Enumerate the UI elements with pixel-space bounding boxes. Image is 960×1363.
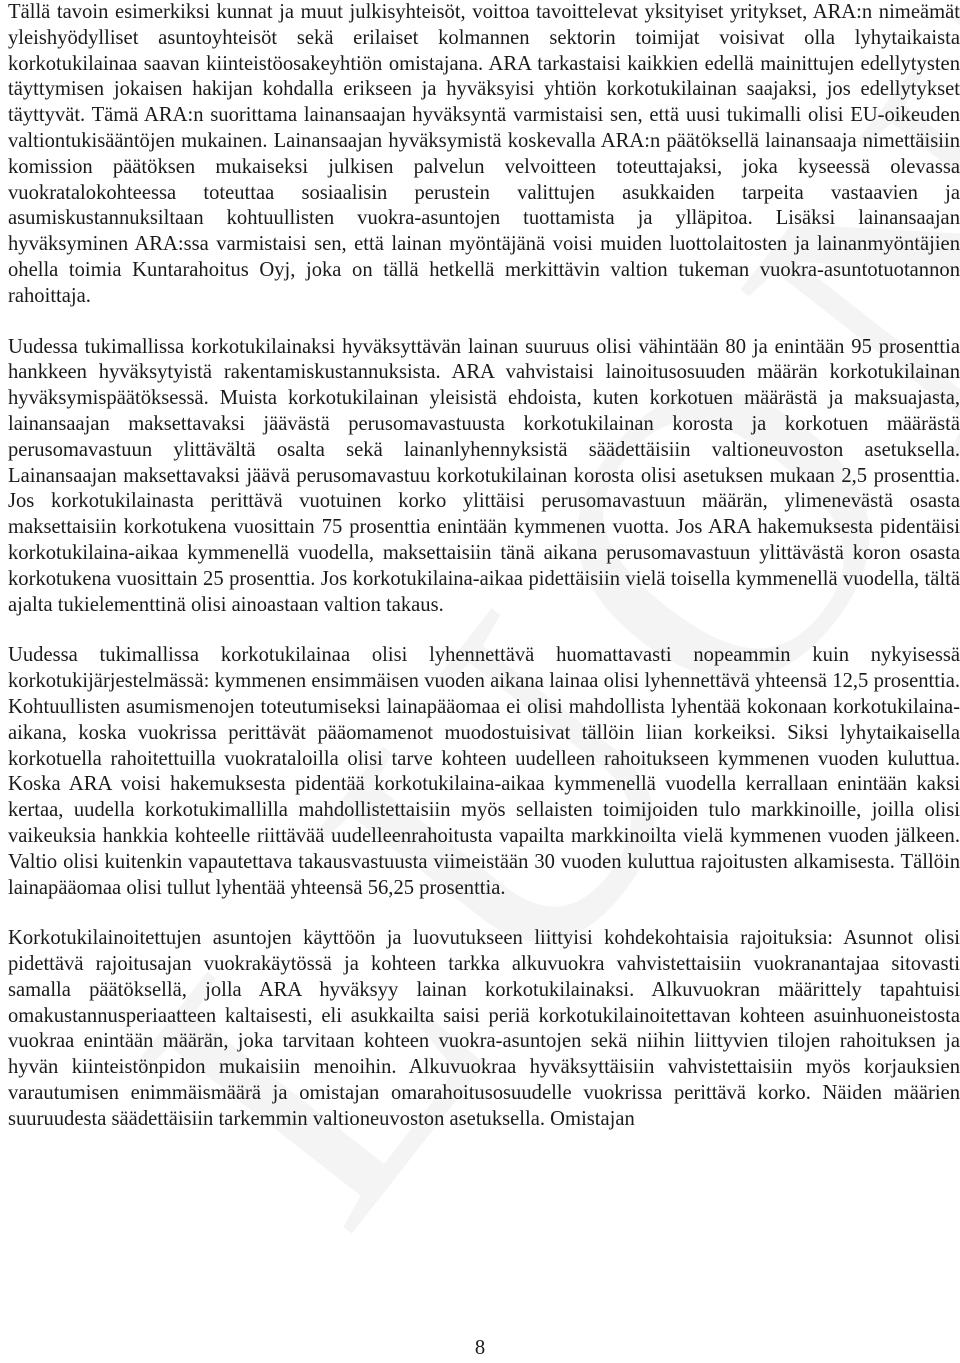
page-number: 8 <box>474 1337 486 1359</box>
paragraph-restrictions: Korkotukilainoitettujen asuntojen käyttöön ja luovutukseen liittyisi kohdekohtaisia rajoituksia: Asunnot olisi pidettävä rajoitusajan vuokrakäytössä ja kohteen tarkka alkuvuokra vahvistettaisiin vuokranantajaa sitovasti samalla päätöksellä, jolla ARA hyväksyy lainan korkotukilainaksi. Alkuvuokran määrittely tapahtuisi omakustannusperiaatteen kaltaisesti, eli asukkailta saisi periä korkotukilainoitettavan kohteen asuinhuoneistosta vuokraa enintään määrän, joka tarvitaan kohteen vuokra-asuntojen sekä niihin liittyvien tilojen rahoituksen ja hyvän kiinteistönpidon mukaisiin menoihin. Alkuvuokraa hyväksyttäisiin vahvistettaisiin myös korjauksien varautumisen enimmäismäärä ja omistajan omarahoitusosuudelle vuokrissa perittävä korko. Näiden määrien suuruudesta säädettäisiin tarkemmin valtioneuvoston asetuksella. Omistajan <box>8 927 960 1130</box>
paragraph-amortization: Uudessa tukimallissa korkotukilainaa olisi lyhennettävä huomattavasti nopeammin kuin nykyisessä korkotukijärjestelmässä: kymmenen ensimmäisen vuoden aikana lainaa olisi lyhennettävä yhteensä 12,5 prosenttia. Kohtuullisten asumismenojen toteutumiseksi lainapääomaa ei olisi mahdollista lyhentää kokonaan korkotukilaina-aikana, koska vuokrissa perittävät pääomamenot muodostuisivat tällöin liian korkeiksi. Siksi lyhytaikaisella korkotuella rahoitettuilla vuokrataloilla olisi tarve kohteen uudelleen rahoitukseen kymmenen vuoden kuluttua. Koska ARA voisi hakemuksesta pidentää korkotukilaina-aikaa kymmenellä vuodella kerrallaan enintään kaksi kertaa, uudella korkotukimallilla mahdollistettaisiin myös sellaisten toimijoiden tulo markkinoille, joilla olisi vaikeuksia hankkia kohteelle riittävää uudelleenrahoitusta vapailta markkinoilta vielä kymmenen vuoden jälkeen. Valtio olisi kuitenkin vapautettava takausvastuusta viimeistään 30 vuoden kuluttua rajoitusten alkamisesta. Tällöin lainapääomaa olisi tullut lyhentää yhteensä 56,25 prosenttia. <box>8 644 960 899</box>
paragraph-ownership: Tällä tavoin esimerkiksi kunnat ja muut julkisyhteisöt, voittoa tavoittelevat yksityiset yritykset, ARA:n nimeämät yleishyödylliset asuntoyhteisöt sekä erilaiset kolmannen sektorin toimijat voisivat olla lyhytaikaista korkotukilainaa saavan kiinteistöosakeyhtiön omistajana. ARA tarkastaisi kaikkien edellä mainittujen edellytysten täyttymisen jokaisen hakijan kohdalla erikseen ja hyväksyisi yhtiön korkotukilainan saajaksi, jos edellytykset täyttyvät. Tämä ARA:n suorittama lainansaajan hyväksyntä varmistaisi sen, että uusi tukimalli olisi EU-oikeuden valtiontukisääntöjen mukainen. Lainansaajan hyväksymistä koskevalla ARA:n päätöksellä lainansaaja nimettäisiin komission päätöksen mukaiseksi julkisen palvelun velvoitteen toteuttajaksi, joka kyseessä olevassa vuokratalokohteessa toteuttaa sosiaalisin perustein valittujen asukkaiden tarpeita vastaavien ja asumiskustannuksiltaan kohtuullisten vuokra-asuntojen tuottamista ja ylläpitoa. Lisäksi lainansaajan hyväksyminen ARA:ssa varmistaisi sen, että lainan myöntäjänä voisi muiden luottolaitosten ja lainanmyöntäjien ohella toimia Kuntarahoitus Oyj, joka on tällä hetkellä merkittävin valtion tukeman vuokra-asuntotuotannon rahoittaja. <box>8 1 960 307</box>
document-page <box>8 0 960 1133</box>
paragraph-loan-amount: Uudessa tukimallissa korkotukilainaksi hyväksyttävän lainan suuruus olisi vähintään 80 ja enintään 95 prosenttia hankkeen hyväksytyistä rakentamiskustannuksista. ARA vahvistaisi lainoitusosuuden määrän korkotukilainan hyväksymispäätöksessä. Muista korkotukilainan yleisistä ehdoista, kuten korkotuen määrästä ja maksuajasta, lainansaajan maksettavaksi jäävästä perusomavastuusta korkotukilainan korosta ja korkotuen määrästä perusomavastuun ylittävältä osalta sekä lainanlyhennyksistä säädettäisiin valtioneuvoston asetuksella. Lainansaajan maksettavaksi jäävä perusomavastuu korkotukilainan korosta olisi asetuksen mukaan 2,5 prosenttia. Jos korkotukilainasta perittävä vuotuinen korko ylittäisi perusomavastuun määrän, ylimenevästä osasta maksettaisiin korkotukena vuosittain 75 prosenttia enintään kymmenen vuotta. Jos ARA hakemuksesta pidentäisi korkotukilaina-aikaa kymmenellä vuodella, maksettaisiin tänä aikana perusomavastuun ylittävästä koron osasta korkotukena vuosittain 25 prosenttia. Jos korkotukilaina-aikaa pidettäisiin vielä toisella kymmenellä vuodella, tältä ajalta tukielementtinä olisi ainoastaan valtion takaus. <box>8 335 960 616</box>
